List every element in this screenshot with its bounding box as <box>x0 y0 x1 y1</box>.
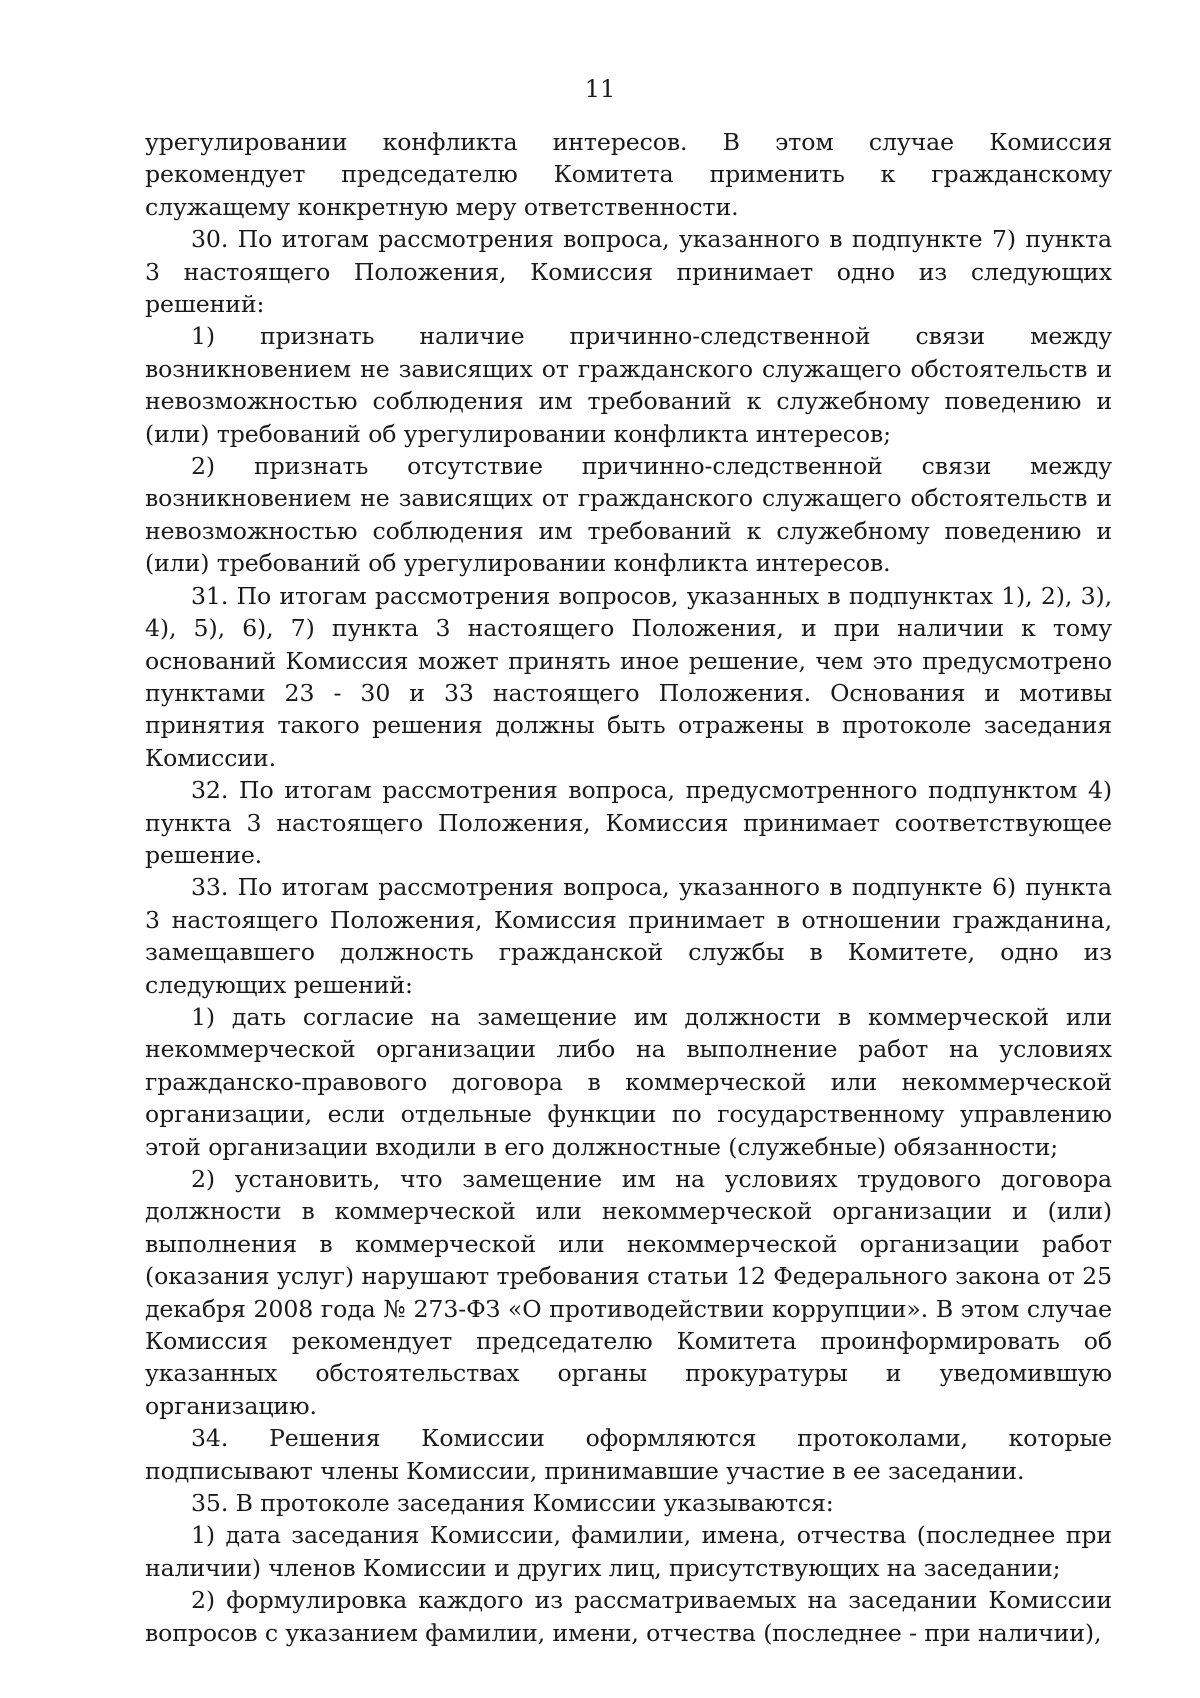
paragraph-33: 33. По итогам рассмотрения вопроса, указанного в подпункте 6) пункта 3 настоящего Положения, Комиссия принимает в отношении гражданина, замещавшего должность гражданской службы в Комитете, одно из следующих решений: <box>145 873 1112 999</box>
paragraph-35: 35. В протоколе заседания Комиссии указываются: <box>191 1489 834 1518</box>
document-body <box>145 126 1112 1649</box>
paragraph-30-item-2: 2) признать отсутствие причинно-следственной связи между возникновением не зависящих от гражданского служащего обстоятельств и невозможностью соблюдения им требований к служебному поведению и (или) требований об урегулировании конфликта интересов. <box>145 452 1112 578</box>
paragraph-continuation: урегулировании конфликта интересов. В этом случае Комиссия рекомендует председателю Комитета применить к гражданскому служащему конкретную меру ответственности. <box>145 128 1112 221</box>
paragraph-30: 30. По итогам рассмотрения вопроса, указанного в подпункте 7) пункта 3 настоящего Положения, Комиссия принимает одно из следующих решений: <box>145 225 1112 319</box>
paragraph-35-item-1: 1) дата заседания Комиссии, фамилии, имена, отчества (последнее при наличии) членов Комиссии и других лиц, присутствующих на заседании; <box>145 1521 1112 1582</box>
paragraph-30-item-1: 1) признать наличие причинно-следственной связи между возникновением не зависящих от гражданского служащего обстоятельств и невозможностью соблюдения им требований к служебному поведению и (или) требований об урегулировании конфликта интересов; <box>145 322 1112 448</box>
paragraph-33-item-1: 1) дать согласие на замещение им должности в коммерческой или некоммерческой организации либо на выполнение работ на условиях гражданско-правового договора в коммерческой или некоммерческой организации, если отдельные функции по государственному управлению этой организации входили в его должностные (служебные) обязанности; <box>145 1002 1112 1161</box>
paragraph-35-item-2: 2) формулировка каждого из рассматриваемых на заседании Комиссии вопросов с указанием фамилии, имени, отчества (последнее - при наличии), <box>145 1586 1112 1647</box>
paragraph-34: 34. Решения Комиссии оформляются протоколами, которые подписывают члены Комиссии, принимавшие участие в ее заседании. <box>145 1424 1112 1485</box>
paragraph-33-item-2: 2) установить, что замещение им на условиях трудового договора должности в коммерческой или некоммерческой организации и (или) выполнения в коммерческой или некоммерческой организации работ (оказания услуг) нарушают требования статьи 12 Федерального закона от 25 декабря 2008 года № 273-ФЗ «О противодействии коррупции». В этом случае Комиссия рекомендует председателю Комитета проинформировать об указанных обстоятельствах органы прокуратуры и уведомившую организацию. <box>145 1165 1112 1420</box>
paragraph-31: 31. По итогам рассмотрения вопросов, указанных в подпунктах 1), 2), 3), 4), 5), 6), 7) пункта 3 настоящего Положения, и при наличии к тому оснований Комиссия может принять иное решение, чем это предусмотрено пунктами 23 - 30 и 33 настоящего Положения. Основания и мотивы принятия такого решения должны быть отражены в протоколе заседания Комиссии. <box>145 581 1112 772</box>
paragraph-32: 32. По итогам рассмотрения вопроса, предусмотренного подпунктом 4) пункта 3 настоящего Положения, Комиссия принимает соответствующее решение. <box>145 776 1112 869</box>
page-number: 11 <box>584 75 616 103</box>
